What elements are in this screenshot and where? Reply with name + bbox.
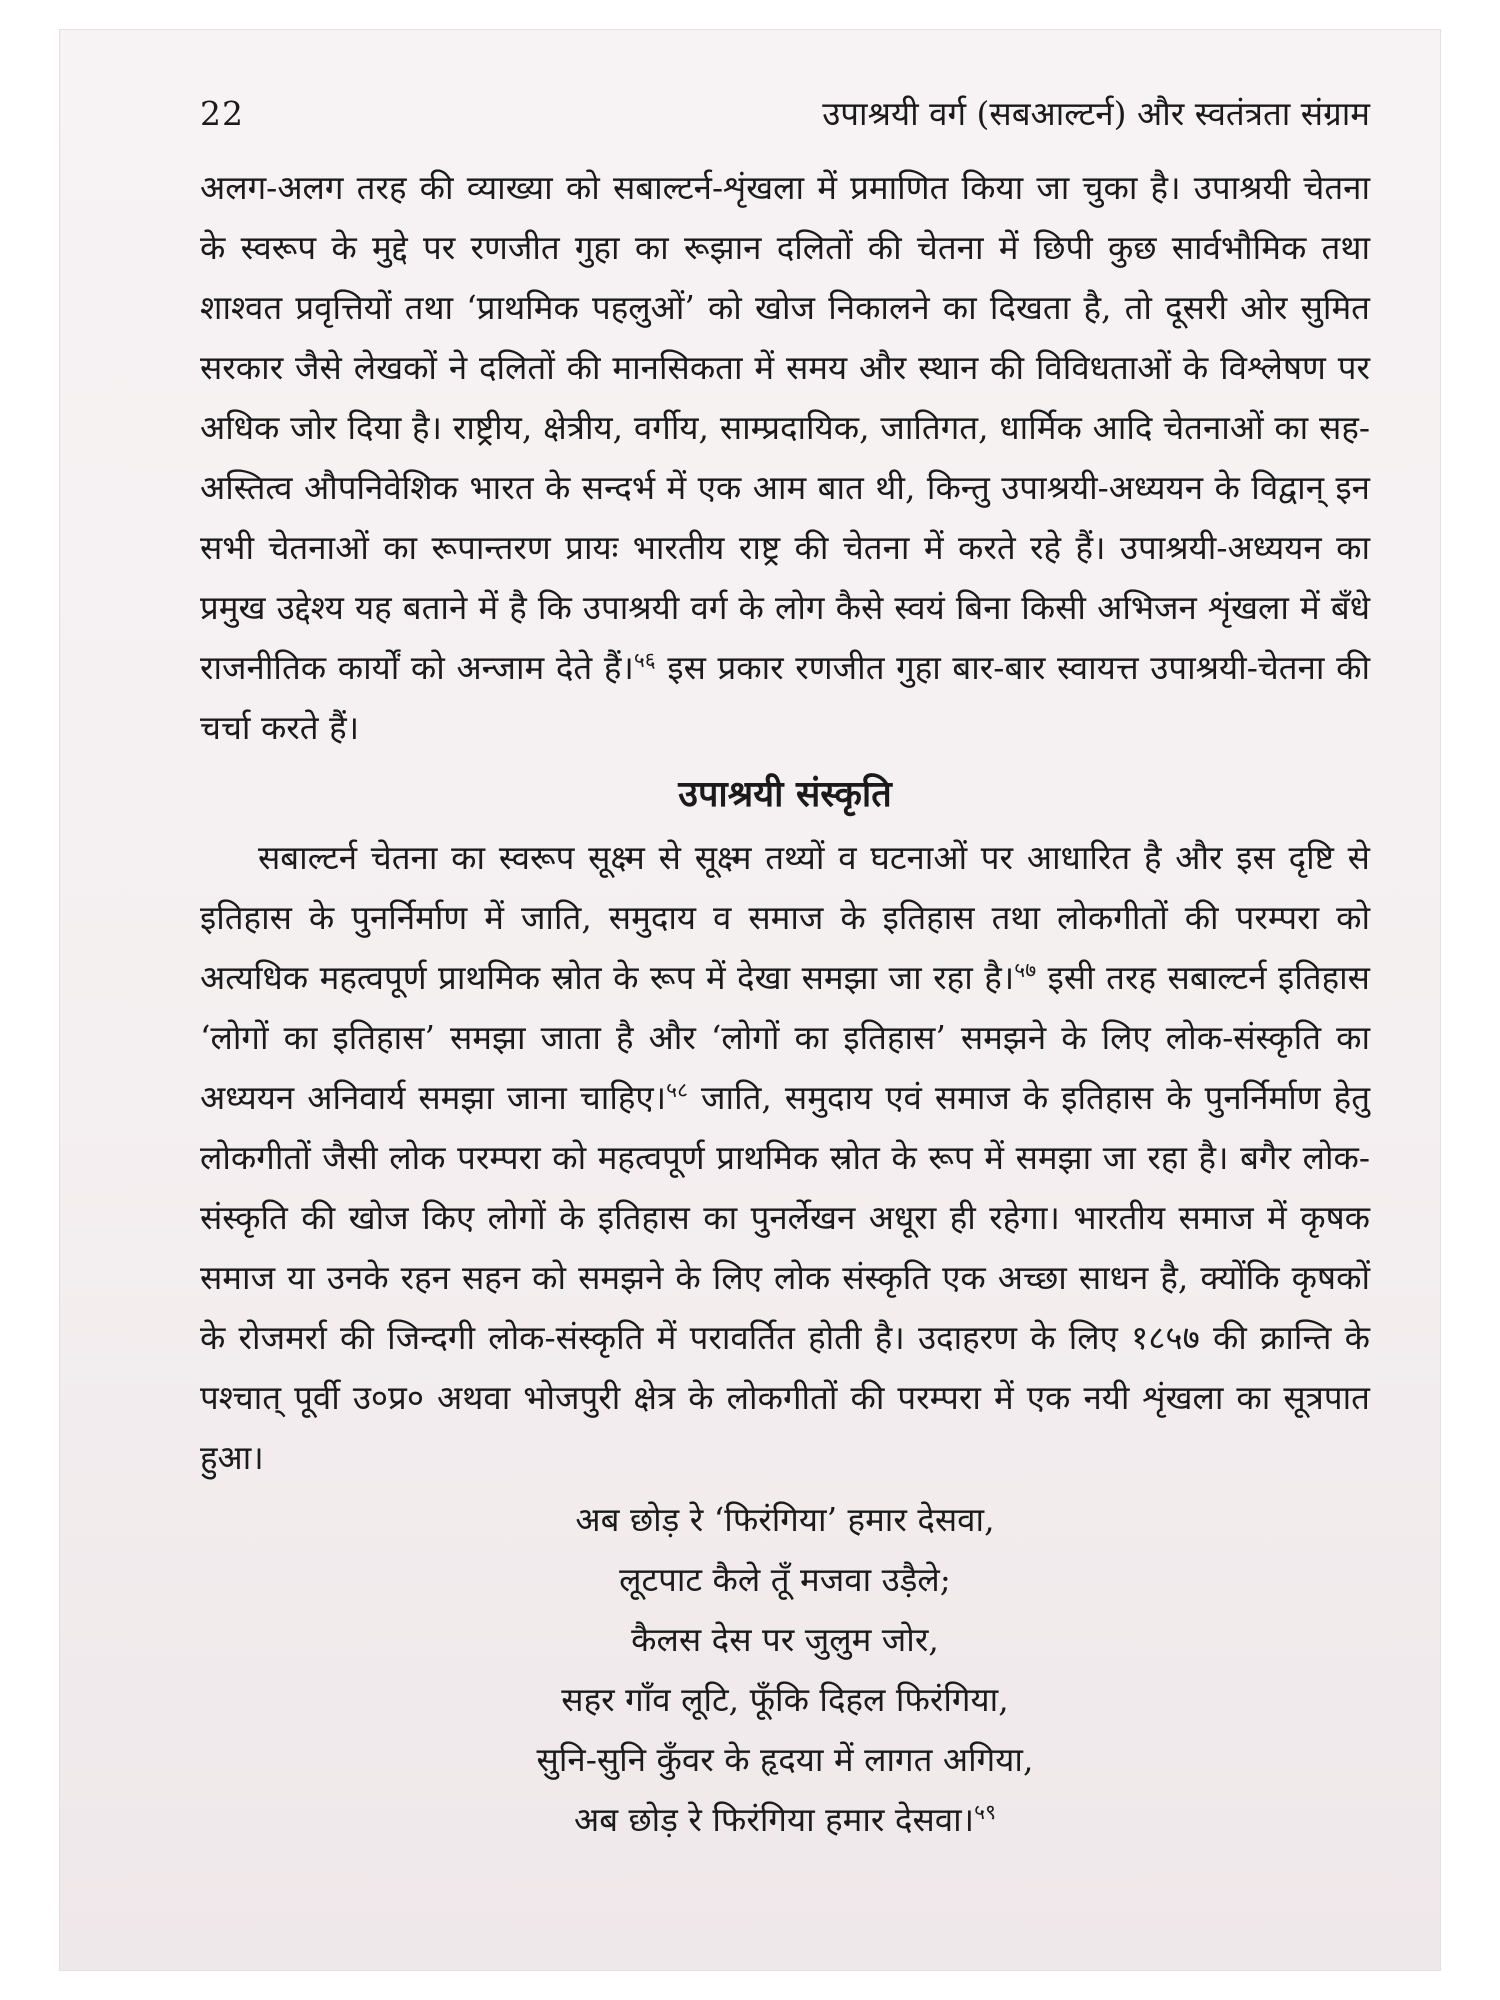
page-body bbox=[200, 158, 1370, 1850]
page-number: 22 bbox=[200, 94, 244, 133]
verse-line: लूटपाट कैले तूँ मजवा उड़ैले; bbox=[619, 1560, 951, 1599]
footnote-marker-58: ५८ bbox=[666, 1078, 689, 1102]
verse-line: सहर गाँव लूटि, फूँकि दिहल फिरंगिया, bbox=[561, 1680, 1009, 1719]
paragraph-culture-text-c: जाति, समुदाय एवं समाज के इतिहास के पुनर्निर्माण हेतु लोकगीतों जैसी लोक परम्परा को महत्वपूर्ण प्राथमिक स्रोत के रूप में समझा जा रहा है। बगैर लोक-संस्कृति की खोज किए लोगों के इतिहास का पुनर्लेखन अधूरा ही रहेगा। भारतीय समाज में कृषक समाज या उनके रहन सहन को समझने के लिए लोक संस्कृति एक अच्छा साधन है, क्योंकि कृषकों के रोजमर्रा की जिन्दगी लोक-संस्कृति में परावर्तित होती है। उदाहरण के लिए १८५७ की क्रान्ति के पश्चात् पूर्वी उ०प्र० अथवा भोजपुरी क्षेत्र के लोकगीतों की परम्परा में एक नयी शृंखला का सूत्रपात हुआ। bbox=[200, 1078, 1371, 1477]
verse-line: सुनि-सुनि कुँवर के हृदया में लागत अगिया, bbox=[536, 1740, 1034, 1779]
verse-line: कैलस देस पर जुलुम जोर, bbox=[631, 1620, 939, 1659]
paragraph-intro bbox=[200, 158, 1370, 758]
section-heading: उपाश्रयी संस्कृति bbox=[678, 773, 892, 815]
paragraph-intro-text-b: इस प्रकार रणजीत गुहा बार-बार स्वायत्त उपाश्रयी-चेतना की चर्चा करते हैं। bbox=[200, 648, 1370, 747]
paragraph-intro-text-a: अलग-अलग तरह की व्याख्या को सबाल्टर्न-शृंखला में प्रमाणित किया जा चुका है। उपाश्रयी चेतना के स्वरूप के मुद्दे पर रणजीत गुहा का रूझान दलितों की चेतना में छिपी कुछ सार्वभौमिक तथा शाश्वत प्रवृत्तियों तथा ‘प्राथमिक पहलुओं’ को खोज निकालने का दिखता है, तो दूसरी ओर सुमित सरकार जैसे लेखकों ने दलितों की मानसिकता में समय और स्थान की विविधताओं के विश्लेषण पर अधिक जोर दिया है। राष्ट्रीय, क्षेत्रीय, वर्गीय, साम्प्रदायिक, जातिगत, धार्मिक आदि चेतनाओं का सह-अस्तित्व औपनिवेशिक भारत के सन्दर्भ में एक आम बात थी, किन्तु उपाश्रयी-अध्ययन के विद्वान् इन सभी चेतनाओं का रूपान्तरण प्रायः भारतीय राष्ट्र की चेतना में करते रहे हैं। उपाश्रयी-अध्ययन का प्रमुख उद्देश्य यह बताने में है कि उपाश्रयी वर्ग के लोग कैसे स्वयं बिना किसी अभिजन शृंखला में बँधे राजनीतिक कार्यों को अन्जाम देते हैं। bbox=[200, 168, 1370, 687]
page-header bbox=[200, 90, 1370, 146]
verse-line-last-text: अब छोड़ रे फिरंगिया हमार देसवा। bbox=[573, 1800, 975, 1839]
footnote-marker-56: ५६ bbox=[633, 648, 656, 672]
footnote-marker-57: ५७ bbox=[1014, 958, 1037, 982]
book-page bbox=[60, 30, 1440, 1970]
paragraph-culture bbox=[200, 828, 1370, 1488]
footnote-marker-59: ५९ bbox=[974, 1800, 996, 1824]
verse-line: अब छोड़ रे ‘फिरंगिया’ हमार देसवा, bbox=[575, 1500, 995, 1539]
folk-song-verse bbox=[200, 1490, 1370, 1850]
paragraph-culture-text-b: इसी तरह सबाल्टर्न इतिहास ‘लोगों का इतिहास’ समझा जाता है और ‘लोगों का इतिहास’ समझने के लिए लोक-संस्कृति का अध्ययन अनिवार्य समझा जाना चाहिए। bbox=[200, 958, 1370, 1117]
verse-line-last bbox=[200, 1790, 1370, 1850]
paragraph-culture-text-a: सबाल्टर्न चेतना का स्वरूप सूक्ष्म से सूक्ष्म तथ्यों व घटनाओं पर आधारित है और इस दृष्टि से इतिहास के पुनर्निर्माण में जाति, समुदाय व समाज के इतिहास तथा लोकगीतों की परम्परा को अत्यधिक महत्वपूर्ण प्राथमिक स्रोत के रूप में देखा समझा जा रहा है। bbox=[200, 838, 1370, 997]
running-title: उपाश्रयी वर्ग (सबआल्टर्न) और स्वतंत्रता संग्राम bbox=[822, 94, 1370, 133]
